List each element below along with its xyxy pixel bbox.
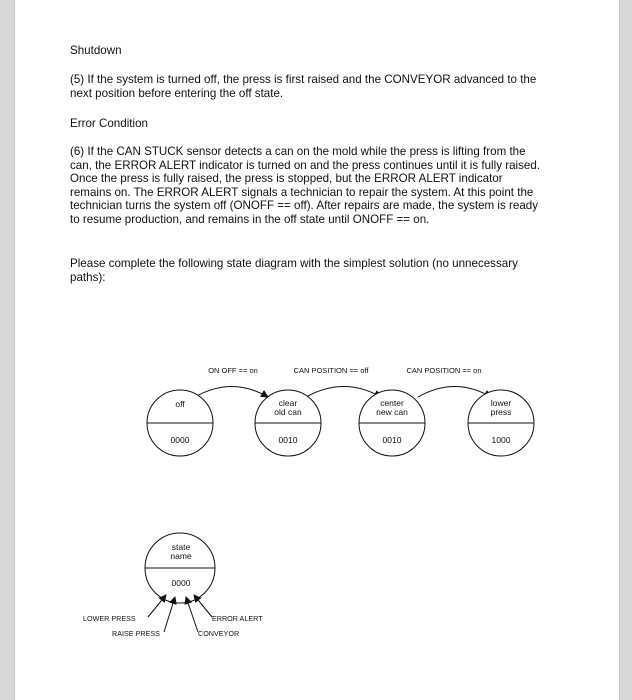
transition-arc-3 <box>418 387 491 398</box>
legend-lower-press: LOWER PRESS <box>83 614 136 623</box>
state-code: 0010 <box>278 435 298 445</box>
state-lower-press <box>468 390 534 456</box>
legend-arrow-error-alert <box>194 595 212 617</box>
state-code: 0000 <box>170 435 190 445</box>
state-name-line1: clear <box>278 398 298 408</box>
state-name: off <box>175 399 185 409</box>
legend-raise-press: RAISE PRESS <box>112 629 160 638</box>
shutdown-heading: Shutdown <box>70 44 122 57</box>
legend-arrow-lower-press <box>148 595 166 617</box>
error-paragraph: (6) If the CAN STUCK sensor detects a can on the mold while the press is lifting from the can, the ERROR ALERT indicator is turned on and the press continues until it is fully raised. Once the press is fully raised, the press is stopped, but the ERROR ALERT indicator remains on. The ERROR ALERT signals a technician to repair the system. At this point the technician turns the system off (ONOFF == off). After repairs are made, the system is ready to resume production, and remains in the off state until ONOFF == on. <box>70 145 541 226</box>
state-code: 1000 <box>491 435 511 445</box>
state-clear-old-can <box>255 390 321 456</box>
transition-label-3: CAN POSITION == on <box>406 366 482 375</box>
state-center-new-can <box>359 390 425 456</box>
instruction-text: Please complete the following state diagram with the simplest solution (no unnecessary paths): <box>70 257 518 284</box>
error-heading: Error Condition <box>70 117 148 130</box>
legend-code: 0000 <box>171 578 191 588</box>
legend-name-line2: name <box>170 551 192 561</box>
legend-state <box>83 533 263 638</box>
state-name-line2: old can <box>274 407 302 417</box>
state-name-line2: new can <box>376 407 408 417</box>
legend-arrow-raise-press <box>164 597 175 632</box>
state-off <box>147 390 213 456</box>
legend-name-line1: state <box>171 542 191 552</box>
legend-error-alert: ERROR ALERT <box>212 614 263 623</box>
legend-arrow-conveyor <box>186 597 198 632</box>
transition-arc-1 <box>195 387 268 398</box>
legend-conveyor: CONVEYOR <box>198 629 240 638</box>
transition-label-2: CAN POSITION == off <box>293 366 369 375</box>
state-name-line1: lower <box>490 398 512 408</box>
transition-arc-2 <box>306 387 381 398</box>
shutdown-paragraph: (5) If the system is turned off, the press is first raised and the CONVEYOR advanced to the next position before entering the off state. <box>70 73 537 100</box>
state-code: 0010 <box>382 435 402 445</box>
state-name-line2: press <box>490 407 512 417</box>
state-name-line1: center <box>380 398 404 408</box>
transition-label-1: ON OFF == on <box>208 366 258 375</box>
